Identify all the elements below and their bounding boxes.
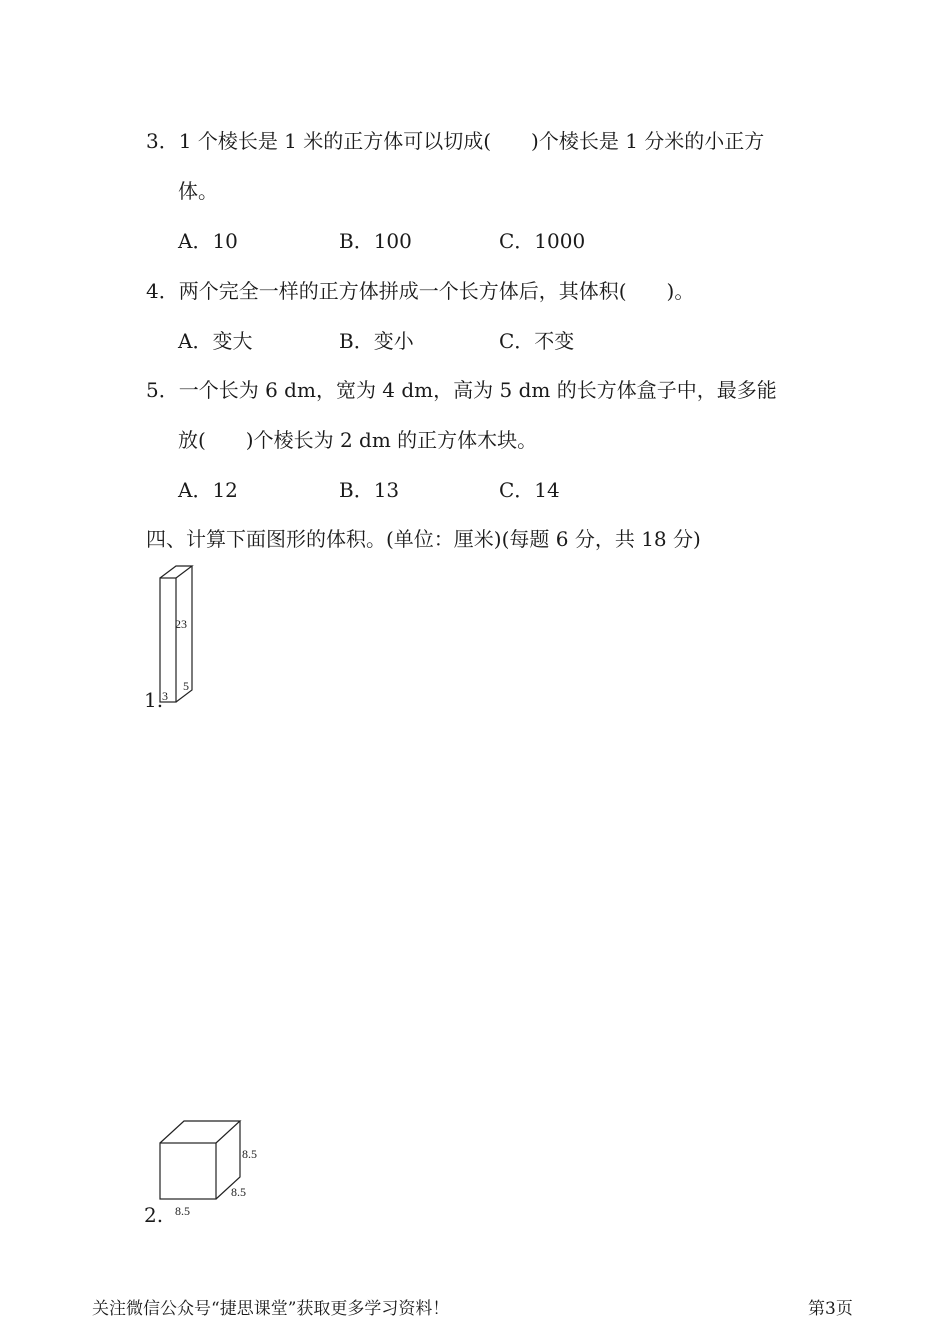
- question-4-number: 4．: [146, 279, 179, 303]
- footer-promo: 关注微信公众号“捷思课堂”获取更多学习资料！: [92, 1299, 450, 1319]
- figure-2-length-label: 8.5: [175, 1204, 190, 1218]
- question-5-line-2: 放( )个棱长为 2 dm 的正方体木块。: [178, 428, 538, 452]
- question-4-line-1: [146, 278, 694, 304]
- figure-1-top-face: [160, 566, 192, 578]
- figure-2-height-label: 8.5: [242, 1147, 257, 1161]
- question-3-option-b: B．100: [339, 229, 412, 253]
- question-5-line-1: [146, 377, 777, 403]
- figure-1-cuboid: [150, 560, 200, 710]
- question-5-text: 一个长为 6 dm，宽为 4 dm，高为 5 dm 的长方体盒子中，最多能: [178, 378, 777, 402]
- question-5-number: 5．: [146, 378, 179, 402]
- question-3-text: 1 个棱长是 1 米的正方体可以切成( )个棱长是 1 分米的小正方: [178, 129, 765, 153]
- figure-1-height-label: 23: [175, 617, 187, 631]
- question-3-number: 3．: [146, 129, 179, 153]
- question-5-option-b: B．13: [339, 478, 400, 502]
- figure-1-width-label: 5: [183, 679, 189, 693]
- question-4-option-c: C．不变: [499, 329, 575, 353]
- figure-1-length-label: 3: [162, 689, 168, 703]
- figure-2-front-face: [160, 1143, 216, 1199]
- figure-2-top-face: [160, 1121, 240, 1143]
- section-4-title: 四、计算下面图形的体积。(单位：厘米)(每题 6 分，共 18 分): [146, 527, 701, 551]
- question-4-option-a: A．变大: [178, 329, 253, 353]
- question-4-text: 两个完全一样的正方体拼成一个长方体后，其体积( )。: [178, 279, 695, 303]
- question-5-option-c: C．14: [499, 478, 560, 502]
- figure-1-front-face: [160, 578, 176, 702]
- question-3-option-a: A．10: [178, 229, 238, 253]
- question-4-option-b: B．变小: [339, 329, 414, 353]
- question-3-line-2: 体。: [178, 179, 218, 203]
- question-3-option-c: C．1000: [499, 229, 586, 253]
- figure-2-cube: [155, 1115, 275, 1220]
- figure-2-width-label: 8.5: [231, 1185, 246, 1199]
- question-3-line-1: [146, 128, 764, 154]
- figure-1-number: 1.: [144, 688, 164, 712]
- figure-2-number: 2.: [144, 1203, 164, 1227]
- page-number: 第3页: [808, 1299, 853, 1319]
- question-5-option-a: A．12: [178, 478, 238, 502]
